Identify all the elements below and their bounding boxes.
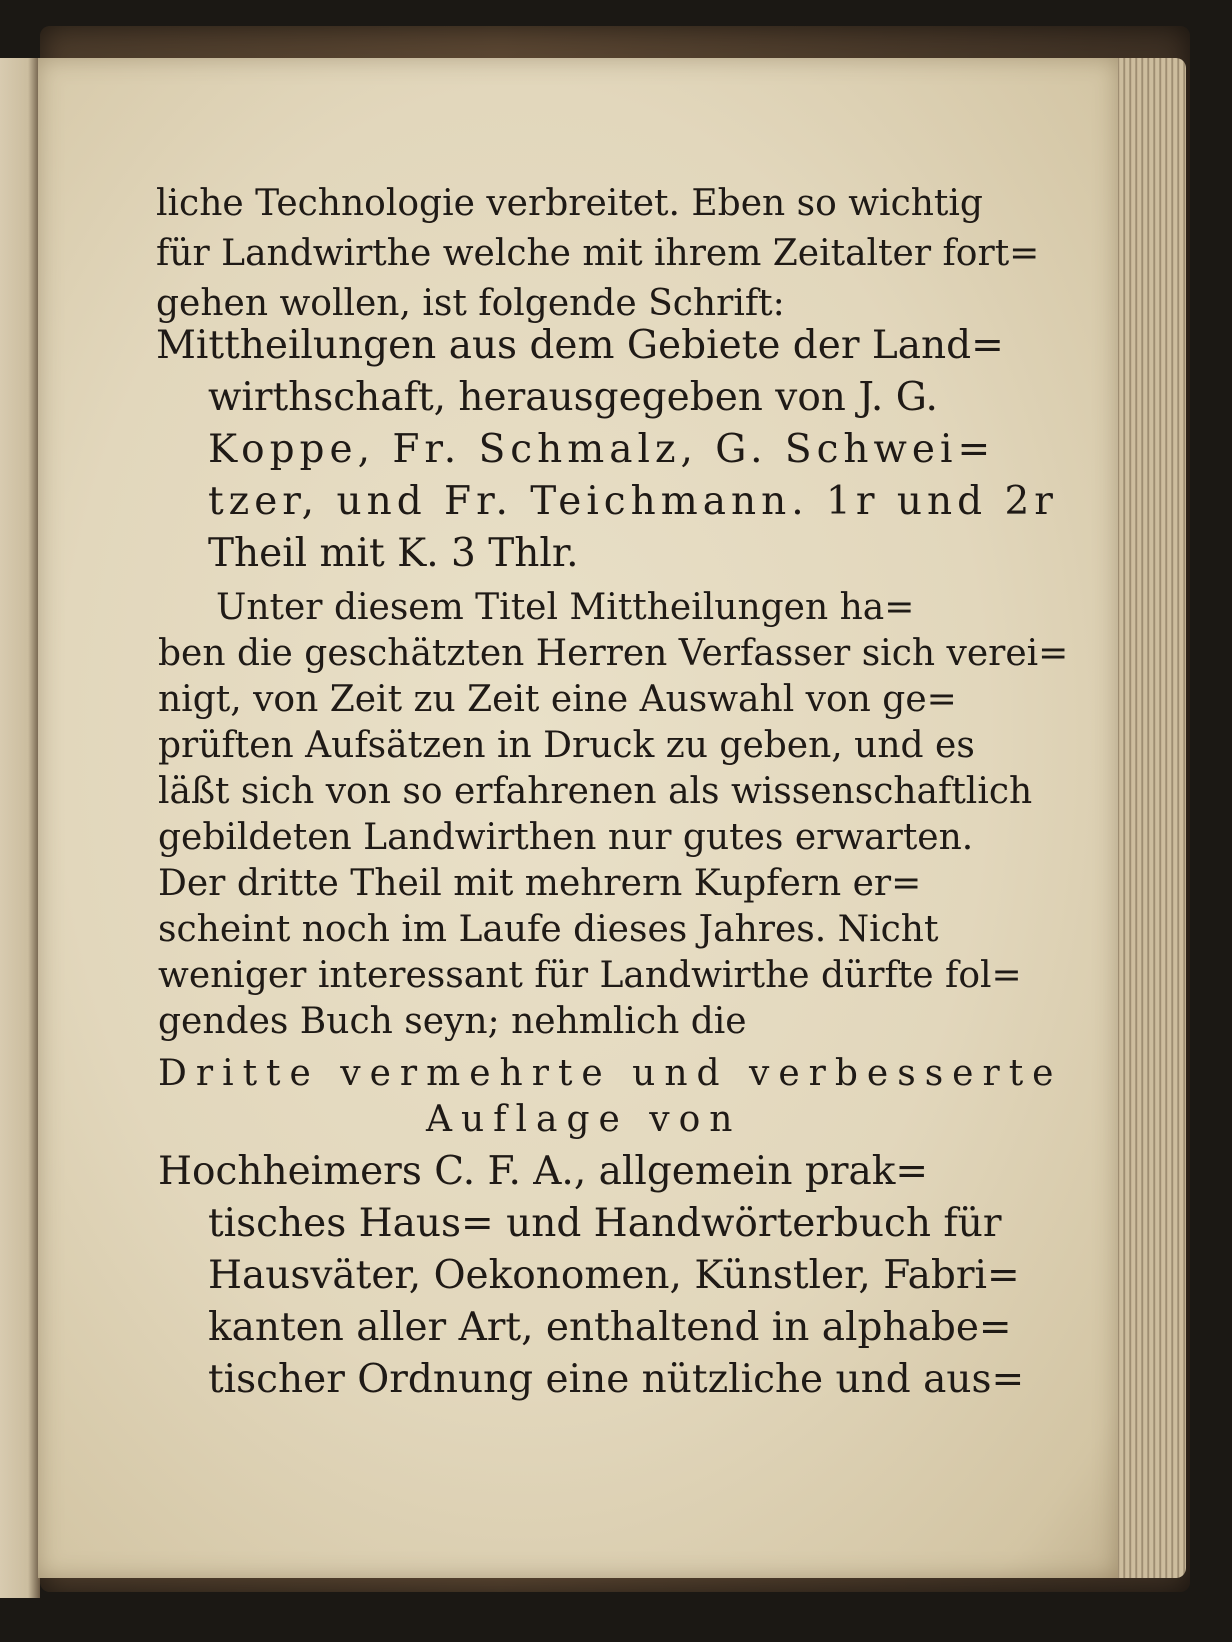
text-line: läßt sich von so erfahrenen als wissenschaftlich	[158, 771, 1033, 812]
text-line: prüften Aufsätzen in Druck zu geben, und es	[158, 725, 975, 766]
entry-title-line: wirthschaft, herausgegeben von J. G.	[208, 375, 938, 420]
text-line: Unter diesem Titel Mittheilungen ha=	[216, 587, 915, 628]
edition-line: Auflage von	[426, 1099, 742, 1140]
book-page	[38, 58, 1118, 1578]
text-line: liche Technologie verbreitet. Eben so wichtig	[156, 183, 983, 224]
page-stack-edge	[1108, 58, 1186, 1578]
entry-title-line: Mittheilungen aus dem Gebiete der Land=	[156, 323, 1004, 368]
entry-title-line: kanten aller Art, enthaltend in alphabe=	[208, 1305, 1012, 1350]
entry-title-line: Theil mit K. 3 Thlr.	[208, 531, 579, 576]
entry-title-line: tzer, und Fr. Teichmann. 1r und 2r	[208, 479, 1058, 524]
previous-page-edge	[0, 58, 40, 1598]
text-line: Der dritte Theil mit mehrern Kupfern er=	[158, 863, 922, 904]
entry-title-line: Hausväter, Oekonomen, Künstler, Fabri=	[208, 1253, 1020, 1298]
edition-line: Dritte vermehrte und verbesserte	[158, 1053, 1063, 1094]
text-line: nigt, von Zeit zu Zeit eine Auswahl von ge=	[158, 679, 957, 720]
text-line: gendes Buch seyn; nehmlich die	[158, 1001, 747, 1042]
text-line: für Landwirthe welche mit ihrem Zeitalter fort=	[156, 233, 1040, 274]
entry-title-line: tischer Ordnung eine nützliche und aus=	[208, 1357, 1025, 1402]
text-line: weniger interessant für Landwirthe dürfte fol=	[158, 955, 1022, 996]
text-line: ben die geschätzten Herren Verfasser sich verei=	[158, 633, 1069, 674]
text-line: gebildeten Landwirthen nur gutes erwarten.	[158, 817, 974, 858]
entry-title-line: Hochheimers C. F. A., allgemein prak=	[158, 1149, 929, 1194]
text-line: scheint noch im Laufe dieses Jahres. Nicht	[158, 909, 939, 950]
text-line: gehen wollen, ist folgende Schrift:	[156, 283, 785, 324]
entry-title-line: Koppe, Fr. Schmalz, G. Schwei=	[208, 427, 996, 472]
entry-title-line: tisches Haus= und Handwörterbuch für	[208, 1201, 1002, 1246]
